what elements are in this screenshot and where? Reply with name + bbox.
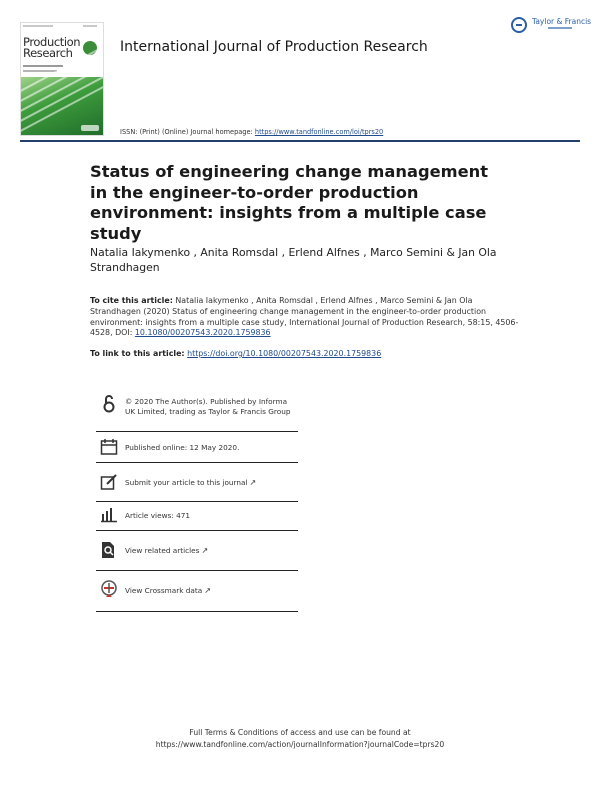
journal-cover bbox=[20, 22, 104, 136]
crossmark-row[interactable] bbox=[96, 571, 298, 612]
submit-row[interactable] bbox=[96, 463, 298, 502]
citation bbox=[90, 296, 520, 339]
footer-terms-link[interactable]: https://www.tandfonline.com/action/journalInformation?journalCode=tprs20 bbox=[155, 739, 445, 749]
search-document-icon bbox=[100, 541, 118, 559]
publisher-logo-underline bbox=[548, 27, 572, 29]
cover-subtitle-line bbox=[23, 65, 63, 67]
bar-chart-icon bbox=[100, 505, 118, 523]
publisher-logo-icon bbox=[511, 17, 527, 33]
external-link-icon: ↗ bbox=[201, 546, 209, 555]
open-access-icon bbox=[100, 395, 118, 413]
copyright-text: © 2020 The Author(s). Published by Informa UK Limited, trading as Taylor & Francis Group bbox=[125, 397, 291, 416]
citation-doi-link[interactable]: 10.1080/00207543.2020.1759836 bbox=[134, 328, 271, 338]
article-views: Article views: 471 bbox=[125, 511, 191, 520]
author-list: Natalia Iakymenko , Anita Romsdal , Erlend Alfnes , Marco Semini & Jan Ola Strandhagen bbox=[90, 246, 497, 274]
publisher-logo-text: Taylor & Francis bbox=[532, 17, 592, 26]
citation-label: To cite this article: bbox=[90, 296, 173, 305]
cover-publisher-logo bbox=[81, 125, 99, 131]
article-link bbox=[90, 349, 381, 358]
article-link-label: To link to this article: bbox=[90, 349, 185, 358]
footer-terms-text: Full Terms & Conditions of access and use can be found at bbox=[189, 728, 411, 737]
citation-text: Natalia Iakymenko , Anita Romsdal , Erlend Alfnes , Marco Semini & Jan Ola Strandhagen (2020) Status of engineering change management in the engineer-to-order production environment: insights from a multiple case study, International Journal of Production Research, 58:15, 4506-4528, DOI: bbox=[90, 296, 519, 338]
journal-title[interactable]: International Journal of Production Research bbox=[120, 39, 428, 55]
related-articles-link[interactable]: View related articles ↗ bbox=[125, 546, 209, 555]
article-doi-link[interactable]: https://doi.org/10.1080/00207543.2020.1759836 bbox=[187, 349, 382, 358]
calendar-icon bbox=[100, 438, 118, 456]
footer bbox=[0, 727, 600, 750]
publisher-logo[interactable] bbox=[508, 14, 590, 38]
header-divider bbox=[20, 140, 580, 142]
submit-article-link[interactable]: Submit your article to this journal ↗ bbox=[125, 478, 257, 487]
cover-title: Production Research bbox=[23, 35, 81, 60]
external-link-icon: ↗ bbox=[204, 586, 211, 595]
crossmark-icon bbox=[100, 580, 118, 598]
cover-topline bbox=[23, 25, 53, 27]
article-info-list bbox=[96, 392, 298, 612]
crossmark-link[interactable]: View Crossmark data ↗ bbox=[125, 586, 211, 595]
related-row[interactable] bbox=[96, 531, 298, 571]
article-title: Status of engineering change management in the engineer-to-order production environment: insights from a multiple case study bbox=[90, 162, 489, 243]
external-link-icon: ↗ bbox=[249, 478, 257, 487]
journal-homepage-link[interactable]: https://www.tandfonline.com/loi/tprs20 bbox=[254, 128, 384, 136]
issn-line bbox=[120, 128, 383, 136]
edit-icon bbox=[100, 473, 118, 491]
published-date: Published online: 12 May 2020. bbox=[125, 443, 240, 452]
published-row bbox=[96, 432, 298, 463]
cover-topline bbox=[83, 25, 97, 27]
issn-label: ISSN: (Print) (Online) Journal homepage: bbox=[120, 128, 253, 136]
views-row bbox=[96, 502, 298, 531]
open-access-row bbox=[96, 392, 298, 432]
